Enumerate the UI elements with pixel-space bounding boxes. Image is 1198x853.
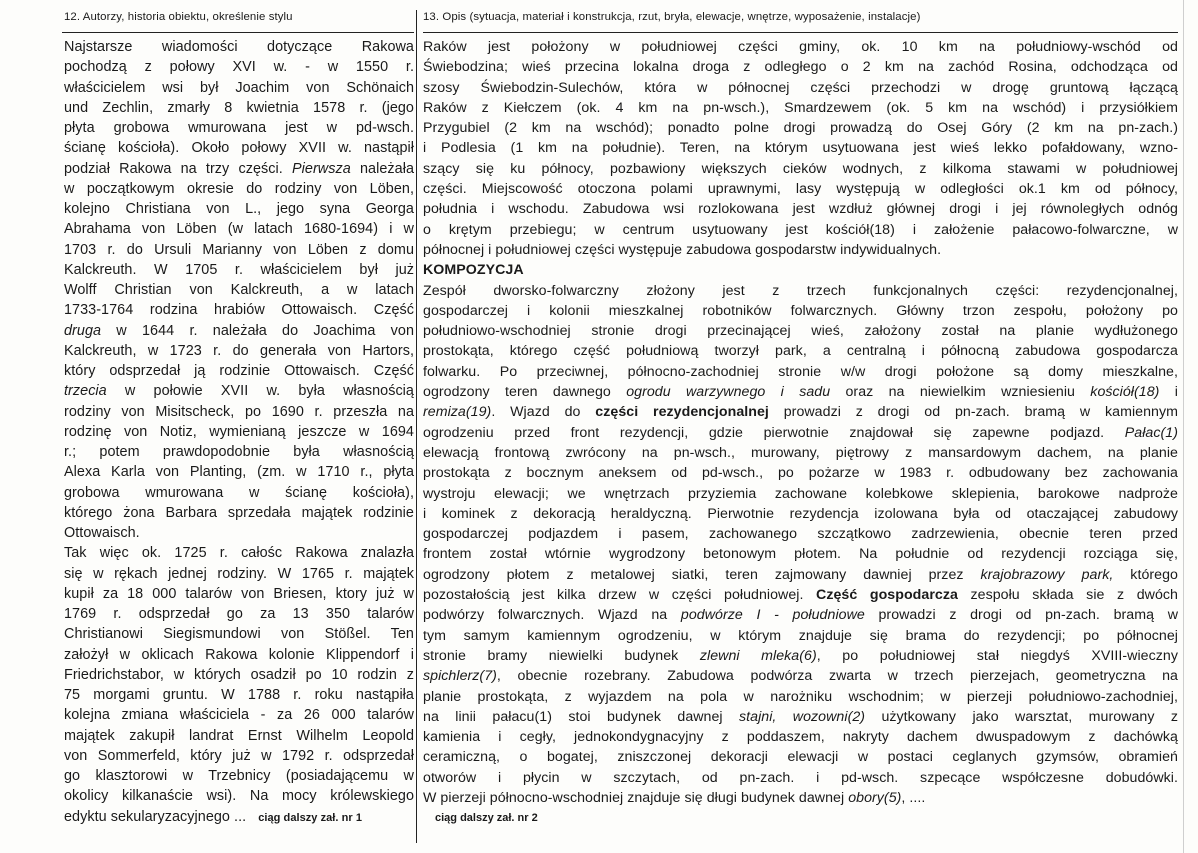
text-segment: obory(5) — [848, 789, 902, 806]
text-segment: ceramiczną, o bogatej, zniszczonej dekoracji elewacji w postaci ceglanych gzymsów, obramień — [423, 749, 1178, 766]
text-segment: okolicy kilkanaście wsi). Na mocy królewskiego — [64, 788, 414, 805]
text-line — [423, 443, 1178, 463]
text-segment: zespołu składa sie z dwóch — [957, 587, 1178, 604]
text-segment: gospodarczej podjazdem i pasem, zachowanego szczątkowo zadrzewienia, obecnie teren przed — [423, 526, 1178, 543]
text-segment: tym samym kamiennym ogrodzeniu, w którym znajduje się brama do rezydencji; po północnej — [423, 627, 1178, 644]
text-line — [64, 341, 414, 361]
text-line — [64, 462, 414, 482]
text-line — [64, 503, 414, 523]
text-line — [423, 687, 1178, 707]
text-segment: von Sommerfeld, który już w 1792 r. odsprzedał — [64, 747, 414, 764]
text-segment: kupił za 18 000 talarów von Briesen, ktory już w — [64, 585, 414, 602]
text-line — [423, 57, 1178, 77]
text-line — [64, 199, 414, 219]
text-segment: pozostałością jest kilka drzew w części południowej. — [423, 587, 817, 604]
text-segment: Christianowi Siegismundowi von Stößel. Ten — [64, 626, 414, 643]
text-segment: ogrodzony teren dawnego — [423, 384, 627, 401]
text-segment: grobowa wmurowana w ścianę kościoła), — [64, 484, 414, 501]
text-line — [64, 685, 414, 705]
text-line — [423, 463, 1178, 483]
text-segment: planie prostokąta, z wyjazdem na pola w narożniku wschodnim; w pierzeji południowo-zachodniej, — [423, 688, 1178, 705]
text-segment: w połowie XVII w. była własnością — [106, 383, 414, 400]
text-segment: r.; potem prawdopodobnie była własnością — [64, 444, 414, 460]
text-line — [423, 78, 1178, 98]
text-line — [64, 159, 414, 179]
text-line — [423, 768, 1178, 788]
text-segment: szący się ku północy, pozbawiony większych cieków wodnych, z kilkoma stawami w południowej — [423, 160, 1178, 177]
text-segment: kamienia i cegły, jednokondygnacyjny z poddaszem, nakryty dachem dwuspadowym z dachówką — [423, 729, 1178, 746]
text-segment: którego żona Barbara sprzedała majątek rodzinie — [64, 504, 414, 521]
text-line — [64, 260, 414, 280]
text-segment: Zespół dworsko-folwarczny złożony jest z trzech funkcjonalnych części: rezydencjonalnej, — [423, 282, 1178, 299]
text-segment: Przygubiel (2 km na wschód); ponadto polne drogi prowadzą do Osej Góry (2 km na pn-zach.) — [423, 120, 1178, 137]
text-line — [64, 321, 414, 341]
text-segment: płyta grobowa wmurowana jest w pd-wsch. — [64, 120, 414, 136]
text-segment: druga — [64, 322, 102, 339]
text-line — [64, 402, 414, 422]
text-line — [423, 585, 1178, 605]
text-line — [423, 281, 1178, 301]
text-line — [423, 544, 1178, 564]
history-header: 12. Autorzy, historia obiektu, określenie stylu — [62, 10, 414, 33]
text-line — [64, 422, 414, 442]
section-heading — [423, 260, 1178, 280]
text-line — [64, 37, 414, 57]
text-line — [64, 240, 414, 260]
continuation-note: ciąg dalszy zał. nr 1 — [258, 811, 362, 824]
text-segment: części. Miejscowość otoczona polami uprawnymi, lasy występują w odległości ok.1 km od północy, — [423, 181, 1178, 198]
text-line — [423, 159, 1178, 179]
text-line — [423, 220, 1178, 240]
text-line — [423, 484, 1178, 504]
text-line — [64, 442, 414, 462]
text-line — [64, 483, 414, 503]
text-line — [423, 402, 1178, 422]
text-segment: pochodzą z połowy XVI w. - w 1550 r. — [64, 59, 414, 76]
text-segment: Raków jest położony w południowej części gminy, ok. 10 km na południowy-wschód od — [423, 39, 1178, 55]
text-line — [423, 118, 1178, 138]
text-line — [423, 179, 1178, 199]
text-line — [64, 645, 414, 665]
text-line — [423, 707, 1178, 727]
text-segment: Friedrichstabor, w których osadził po 10 rodzin z — [64, 666, 414, 683]
text-segment: wystroju elewacji; we wnętrzach przyziemia zachowane kolebkowe sklepienia, barokowe nadproże — [423, 485, 1178, 502]
text-line — [64, 766, 414, 786]
text-line — [64, 624, 414, 644]
text-line — [423, 646, 1178, 666]
text-segment: południowo-wschodniej stronie drogi przecinającej wieś, założony został na planie wydłużonego — [423, 323, 1178, 340]
text-line — [64, 807, 414, 828]
text-segment: podział Rakowa na trzy części. — [64, 160, 293, 177]
text-line — [64, 604, 414, 624]
text-segment: , obecnie rozebrany. Zabudowa podwórza zwarta w trzech pierzejach, geometryczna na — [496, 668, 1178, 685]
text-segment: należała — [350, 160, 414, 177]
text-segment: gospodarczej i kolonii mieszkalnej robotników folwarcznych. Główny trzon zespołu, położony po — [423, 302, 1178, 319]
text-segment: trzecia — [64, 383, 107, 400]
text-segment: edyktu sekularyzacyjnego ... — [64, 808, 251, 825]
text-line — [64, 300, 414, 320]
text-segment: , .... — [901, 789, 926, 806]
text-line — [423, 321, 1178, 341]
text-line — [64, 584, 414, 604]
text-segment: Świebodzina; wieś przecina lokalna droga z odległego o 2 km na zachód Rosina, odchodząca od — [423, 59, 1178, 76]
text-segment: prowadzi z drogi od pn-zach. bramą w kamiennym — [768, 404, 1178, 421]
text-segment: go klasztorowi w Trzebnicy (posiadającemu w — [64, 768, 414, 784]
text-line — [64, 179, 414, 199]
text-segment: Kalckreuth, w 1723 r. do generała von Hartors, — [64, 342, 414, 359]
text-segment: użytkowany jako warsztat, murowany z — [865, 708, 1179, 725]
text-segment: właścicielem wsi był Joachim von Schönaich — [64, 79, 414, 96]
text-line — [423, 666, 1178, 686]
text-segment: ścianę kościoła). Około połowy XVII w. nastąpił — [64, 140, 414, 157]
text-segment: Wolff Christian von Kalckreuth, a w latach — [64, 282, 414, 298]
text-segment: ogrodu warzywnego i sadu — [626, 384, 831, 401]
text-line — [423, 362, 1178, 382]
text-segment: stajni, wozowni(2) — [739, 708, 866, 725]
text-line — [423, 37, 1178, 57]
text-segment: majątek zakupił landrat Ernst Wilhelm Leopold — [64, 727, 414, 744]
text-segment: frontem został wtórnie wygrodzony betonowym płotem. Na południe od rezydencji rozciąga się, — [423, 546, 1178, 563]
text-segment: i — [1159, 384, 1178, 401]
text-line — [423, 626, 1178, 646]
text-line — [64, 381, 414, 401]
text-segment: 1769 r. odsprzedał go za 13 350 talarów — [64, 606, 414, 622]
text-line — [423, 727, 1178, 747]
text-segment: krajobrazowy park, — [980, 566, 1114, 583]
text-segment: . Wjazd do — [491, 404, 596, 421]
text-line — [423, 382, 1178, 402]
description-header: 13. Opis (sytuacja, materiał i konstrukcja, rzut, bryła, elewacje, wnętrze, wyposażenie, instalacje) — [423, 10, 1178, 33]
text-segment: Pierwsza — [292, 160, 351, 177]
text-segment: ogrodzeniu przed front rezydencji, gdzie pierwotnie znajdował się zapewne podjazd. — [423, 424, 1125, 441]
text-line — [423, 98, 1178, 118]
text-line — [423, 301, 1178, 321]
text-segment: Alexa Karla von Planting, (zm. w 1710 r., płyta — [64, 464, 414, 481]
text-segment: w początkowym okresie do rodziny von Löben, — [64, 180, 414, 197]
text-segment: założył w oklicach Rakowa kolonie Klippendorf i — [64, 646, 414, 663]
text-line — [64, 523, 414, 543]
text-line — [64, 564, 414, 584]
text-segment: na linii pałacu(1) stoi budynek dawnej — [423, 708, 740, 725]
text-segment: prowadzi z drogi od pn-zach. bramą w — [864, 607, 1178, 624]
text-segment: Pałac(1) — [1124, 424, 1178, 441]
text-segment: kolejno Christiana von L., jego syna Georga — [64, 201, 414, 217]
text-segment: Tak więc ok. 1725 r. całośc Rakowa znalazła — [64, 545, 414, 562]
text-segment: podwórzy folwarcznych. Wjazd na — [423, 607, 681, 624]
text-segment: prostokąta, którego część południową tworzył park, a centralną i północną zabudowa gospodarcza — [423, 343, 1178, 360]
text-line — [64, 361, 414, 381]
text-segment: podwórze I - południowe — [680, 607, 865, 624]
text-segment: i Podlesia (1 km na południe). Teren, na którym usytuowana jest wieś lekko pofałdowany, wzno- — [423, 140, 1178, 157]
description-column — [416, 10, 1178, 843]
text-segment: szosy Świebodzin-Sulechów, która w północnej części przechodzi w drogę gruntową łączącą — [423, 79, 1178, 96]
text-line — [423, 747, 1178, 767]
text-segment: rodzinę von Notiz, wymienianą jeszcze w 1694 — [64, 423, 414, 440]
text-segment: und Zechlin, zmarły 8 kwietnia 1578 r. (jego — [64, 99, 414, 116]
text-line — [423, 138, 1178, 158]
text-segment: zlewni mleka(6) — [699, 647, 817, 664]
text-segment: kościół(18) — [1090, 384, 1160, 401]
text-segment: części rezydencjonalnej — [595, 404, 769, 421]
text-line — [64, 118, 414, 138]
text-line — [423, 199, 1178, 219]
text-segment: ogrodzony płotem z metalowej siatki, teren zajmowany dawniej przez — [423, 566, 981, 583]
text-line — [64, 57, 414, 77]
text-segment: w 1644 r. należała do Joachima von — [101, 322, 414, 339]
continuation-note: ciąg dalszy zał. nr 2 — [435, 812, 538, 825]
text-segment: KOMPOZYCJA — [423, 262, 524, 279]
text-segment: folwarku. Po przeciwnej, północno-zachodniej stronie w/w drogi położone są domy mieszkalne, — [423, 363, 1178, 380]
text-line — [64, 78, 414, 98]
text-line — [64, 726, 414, 746]
text-line — [64, 746, 414, 766]
text-segment: Abrahama von Löben (w latach 1680-1694) i w — [64, 221, 414, 238]
text-segment: i kominek z dekoracją heraldyczną. Pierwotnie rezydencja izolowana była od otaczającej zabudowy — [423, 505, 1178, 522]
history-column — [62, 10, 414, 843]
text-line — [64, 786, 414, 806]
text-segment: północnej i południowej części występuje zabudowa gospodarstw indywidualnych. — [423, 241, 942, 258]
text-line — [423, 788, 1178, 808]
text-line — [423, 565, 1178, 585]
text-segment: południa i wschodu. Zabudowa wsi rozlokowana jest wzdłuż głównej drogi i jej równoległych odnóg — [423, 201, 1178, 218]
text-segment: 75 morgami gruntu. W 1788 r. roku nastąpiła — [64, 687, 414, 703]
description-text — [423, 37, 1178, 808]
text-segment: 1703 r. do Ursuli Marianny von Löben z domu — [64, 241, 414, 258]
text-segment: oraz na niewielkim wzniesieniu — [830, 384, 1091, 401]
text-segment: spichlerz(7) — [423, 668, 497, 685]
text-segment: Część gospodarcza — [816, 587, 958, 604]
text-line — [64, 705, 414, 725]
text-segment: kolejna zmiana właściciela - za 26 000 talarów — [64, 707, 414, 724]
text-segment: elewacją frontową zwrócony na pn-wsch., murowany, piętrowy z mansardowym dachem, na planie — [423, 444, 1178, 461]
text-segment: otworów i płycin w szczytach, od pn-zach. i pd-wsch. szpecące współczesne dobudówki. — [423, 769, 1178, 786]
text-line — [423, 423, 1178, 443]
text-segment: się w rękach jednej rodziny. W 1765 r. majątek — [64, 565, 414, 582]
text-line — [423, 240, 1178, 260]
text-segment: prostokąta z bocznym aneksem od pd-wsch., po pożarze w 1983 r. odbudowany bez zachowania — [423, 465, 1178, 482]
text-segment: Najstarsze wiadomości dotyczące Rakowa — [64, 39, 414, 55]
text-segment: którego — [1113, 566, 1178, 583]
text-segment: o krętym przebiegu; w centrum usytuowany jest kościół(18) i założenie pałacowo-folwarczne, w — [423, 221, 1178, 238]
text-segment: remiza(19) — [423, 404, 492, 421]
text-segment: , po południowej stał niegdyś XVIII-wieczny — [816, 647, 1178, 664]
text-line — [64, 280, 414, 300]
text-segment: który odsprzedał ją rodzinie Ottowaisch. Część — [64, 363, 414, 379]
text-line — [423, 605, 1178, 625]
text-line — [64, 98, 414, 118]
text-line — [423, 524, 1178, 544]
text-line — [64, 219, 414, 239]
text-segment: 1733-1764 rodzina hrabiów Ottowaisch. Część — [64, 302, 414, 319]
text-segment: rodziny von Misitscheck, po 1690 r. przeszła na — [64, 403, 414, 420]
text-segment: Raków z Kiełczem (ok. 4 km na pn-wsch.), Smardzewem (ok. 5 km na wschód) i przysiółkiem — [423, 99, 1178, 116]
text-segment: stronie bramy niewielki budynek — [423, 647, 700, 664]
text-line — [64, 138, 414, 158]
text-line — [423, 504, 1178, 524]
text-segment: W pierzeji północno-wschodniej znajduje się długi budynek dawnej — [423, 789, 849, 806]
history-text — [64, 37, 414, 828]
text-line — [64, 665, 414, 685]
text-segment: Kalckreuth. W 1705 r. właścicielem był już — [64, 261, 414, 278]
text-segment: Ottowaisch. — [64, 525, 140, 541]
text-line — [64, 543, 414, 563]
text-line — [423, 341, 1178, 361]
